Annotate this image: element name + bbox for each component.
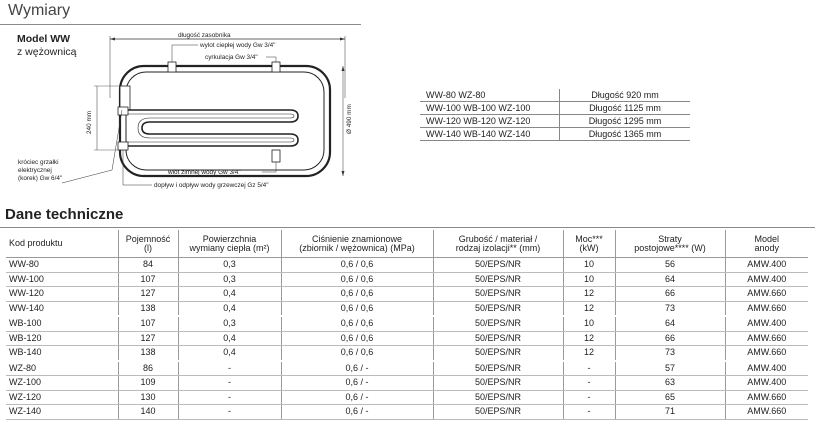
table-cell: 0,3 <box>178 258 281 273</box>
table-cell: AMW.400 <box>725 272 808 287</box>
table-cell: 71 <box>615 405 725 420</box>
table-cell: 64 <box>615 316 725 331</box>
column-header-line1: Grubość / materiał / <box>458 233 538 244</box>
label-length: długość zasobnika <box>178 32 231 39</box>
table-cell: - <box>563 405 615 420</box>
table-cell: 86 <box>118 361 178 376</box>
table-cell: 10 <box>563 272 615 287</box>
column-header-line1: Moc*** <box>575 233 603 244</box>
column-header-line2: postojowe**** (W) <box>634 242 706 253</box>
table-cell: 0,3 <box>178 272 281 287</box>
column-header <box>433 230 563 258</box>
table-cell: WW-80 <box>6 258 118 273</box>
table-cell: 12 <box>563 301 615 316</box>
table-row <box>6 376 808 391</box>
table-cell: WZ-140 <box>6 405 118 420</box>
length-value: Długość 1125 mm <box>560 102 691 115</box>
table-cell: 50/EPS/NR <box>433 346 563 361</box>
column-header <box>725 230 808 258</box>
label-cold-inlet: wlot zimnej wody Gw 3/4" <box>168 169 241 176</box>
label-hot-outlet: wylot ciepłej wody Gw 3/4" <box>200 42 276 49</box>
length-row <box>420 102 690 115</box>
column-header-line2: rodzaj izolacji** (mm) <box>455 242 541 253</box>
column-header-line1: Ciśnienie znamionowe <box>311 233 403 244</box>
table-cell: 0,6 / 0,6 <box>281 346 433 361</box>
table-cell: - <box>178 405 281 420</box>
table-cell: 50/EPS/NR <box>433 405 563 420</box>
model-subtitle: z wężownicą <box>17 46 77 58</box>
column-header-line2: anody <box>754 242 780 253</box>
table-cell: 0,4 <box>178 331 281 346</box>
label-490mm: Ø 490 mm <box>346 104 353 134</box>
table-cell: - <box>178 361 281 376</box>
column-header-line1: Powierzchnia <box>202 233 257 244</box>
table-cell: 63 <box>615 376 725 391</box>
length-models: WW-100 WB-100 WZ-100 <box>420 102 560 115</box>
table-cell: AMW.400 <box>725 376 808 391</box>
table-cell: 0,6 / 0,6 <box>281 272 433 287</box>
length-row <box>420 89 690 102</box>
table-cell: 66 <box>615 287 725 302</box>
label-heater-line1: króciec grzałki <box>18 159 59 166</box>
table-row <box>6 361 808 376</box>
table-cell: 0,3 <box>178 316 281 331</box>
table-cell: - <box>563 361 615 376</box>
model-name: Model WW <box>17 33 71 45</box>
table-cell: AMW.660 <box>725 390 808 405</box>
technical-data-table <box>6 230 808 420</box>
length-models: WW-140 WB-140 WZ-140 <box>420 128 560 141</box>
table-row <box>6 331 808 346</box>
length-models: WW-120 WB-120 WZ-120 <box>420 115 560 128</box>
table-cell: 12 <box>563 346 615 361</box>
length-table <box>420 89 690 141</box>
table-cell: 109 <box>118 376 178 391</box>
table-cell: AMW.400 <box>725 258 808 273</box>
table-cell: 107 <box>118 272 178 287</box>
table-cell: 0,6 / - <box>281 405 433 420</box>
column-header-line1: Pojemność <box>125 233 171 244</box>
table-cell: 130 <box>118 390 178 405</box>
table-cell: 0,4 <box>178 287 281 302</box>
table-cell: 0,6 / - <box>281 361 433 376</box>
table-cell: WW-140 <box>6 301 118 316</box>
column-header <box>563 230 615 258</box>
table-cell: 50/EPS/NR <box>433 390 563 405</box>
table-cell: 0,6 / 0,6 <box>281 331 433 346</box>
table-cell: WZ-100 <box>6 376 118 391</box>
column-header-line2: wymiany ciepła (m²) <box>189 242 270 253</box>
table-body <box>6 258 808 420</box>
table-cell: 0,6 / 0,6 <box>281 287 433 302</box>
table-cell: WZ-80 <box>6 361 118 376</box>
table-cell: 73 <box>615 346 725 361</box>
table-row <box>6 390 808 405</box>
table-row <box>6 405 808 420</box>
label-heater-line3: (korek) Gw 6/4" <box>18 175 63 182</box>
table-cell: 65 <box>615 390 725 405</box>
table-cell: AMW.400 <box>725 361 808 376</box>
section-title-technical: Dane techniczne <box>5 206 124 223</box>
table-cell: 56 <box>615 258 725 273</box>
length-value: Długość 1365 mm <box>560 128 691 141</box>
table-cell: 0,4 <box>178 301 281 316</box>
table-cell: 140 <box>118 405 178 420</box>
table-cell: WZ-120 <box>6 390 118 405</box>
table-cell: 138 <box>118 301 178 316</box>
table-cell: - <box>563 390 615 405</box>
column-header <box>118 230 178 258</box>
column-header <box>281 230 433 258</box>
table-cell: 10 <box>563 258 615 273</box>
column-header-line2: (l) <box>144 242 152 253</box>
table-row <box>6 346 808 361</box>
length-models: WW-80 WZ-80 <box>426 90 486 100</box>
table-cell: 127 <box>118 331 178 346</box>
table-cell: - <box>563 376 615 391</box>
table-cell: WW-120 <box>6 287 118 302</box>
table-cell: 73 <box>615 301 725 316</box>
table-row <box>6 287 808 302</box>
table-cell: 12 <box>563 331 615 346</box>
table-cell: WW-100 <box>6 272 118 287</box>
table-cell: WB-140 <box>6 346 118 361</box>
column-header-line1: Model <box>754 233 779 244</box>
table-cell: 66 <box>615 331 725 346</box>
table-cell: 50/EPS/NR <box>433 376 563 391</box>
table-cell: AMW.660 <box>725 405 808 420</box>
section-divider <box>0 227 815 228</box>
table-cell: 50/EPS/NR <box>433 258 563 273</box>
table-cell: 0,6 / - <box>281 390 433 405</box>
table-cell: 50/EPS/NR <box>433 361 563 376</box>
column-header-line2: (zbiornik / wężownica) (MPa) <box>299 242 415 253</box>
table-cell: WB-120 <box>6 331 118 346</box>
length-row <box>420 128 690 141</box>
section-divider <box>0 24 361 25</box>
table-cell: AMW.660 <box>725 346 808 361</box>
label-240mm: 240 mm <box>86 110 93 134</box>
column-header-line2: (kW) <box>579 242 599 253</box>
table-header-row <box>6 230 808 258</box>
table-row <box>6 272 808 287</box>
table-cell: AMW.660 <box>725 287 808 302</box>
column-header <box>615 230 725 258</box>
table-cell: 64 <box>615 272 725 287</box>
table-cell: AMW.400 <box>725 316 808 331</box>
table-cell: 0,6 / - <box>281 376 433 391</box>
table-row <box>6 258 808 273</box>
table-row <box>6 301 808 316</box>
length-row <box>420 115 690 128</box>
table-cell: 0,6 / 0,6 <box>281 258 433 273</box>
column-header <box>178 230 281 258</box>
section-title-dimensions: Wymiary <box>8 2 71 19</box>
column-header-line1: Straty <box>658 233 682 244</box>
label-coil-inout: dopływ i odpływ wody grzewczej Gz 5/4" <box>154 182 269 189</box>
table-cell: 10 <box>563 316 615 331</box>
table-cell: 50/EPS/NR <box>433 287 563 302</box>
table-cell: 107 <box>118 316 178 331</box>
table-cell: WB-100 <box>6 316 118 331</box>
table-cell: 50/EPS/NR <box>433 301 563 316</box>
label-circulation: cyrkulacja Gw 3/4" <box>205 54 258 61</box>
table-cell: 84 <box>118 258 178 273</box>
column-header <box>6 230 118 258</box>
table-cell: 50/EPS/NR <box>433 331 563 346</box>
column-header-line1: Kod produktu <box>9 238 63 248</box>
tank-diagram <box>0 28 400 208</box>
table-cell: - <box>178 390 281 405</box>
table-cell: 138 <box>118 346 178 361</box>
table-cell: AMW.660 <box>725 301 808 316</box>
table-cell: 0,6 / 0,6 <box>281 301 433 316</box>
table-cell: 57 <box>615 361 725 376</box>
table-cell: AMW.660 <box>725 331 808 346</box>
table-cell: 12 <box>563 287 615 302</box>
length-value: Długość 920 mm <box>560 89 691 102</box>
table-cell: 0,4 <box>178 346 281 361</box>
table-cell: 50/EPS/NR <box>433 316 563 331</box>
table-cell: - <box>178 376 281 391</box>
table-cell: 50/EPS/NR <box>433 272 563 287</box>
label-heater-line2: elektrycznej <box>18 167 52 174</box>
table-cell: 127 <box>118 287 178 302</box>
length-value: Długość 1295 mm <box>560 115 691 128</box>
table-row <box>6 316 808 331</box>
table-cell: 0,6 / 0,6 <box>281 316 433 331</box>
